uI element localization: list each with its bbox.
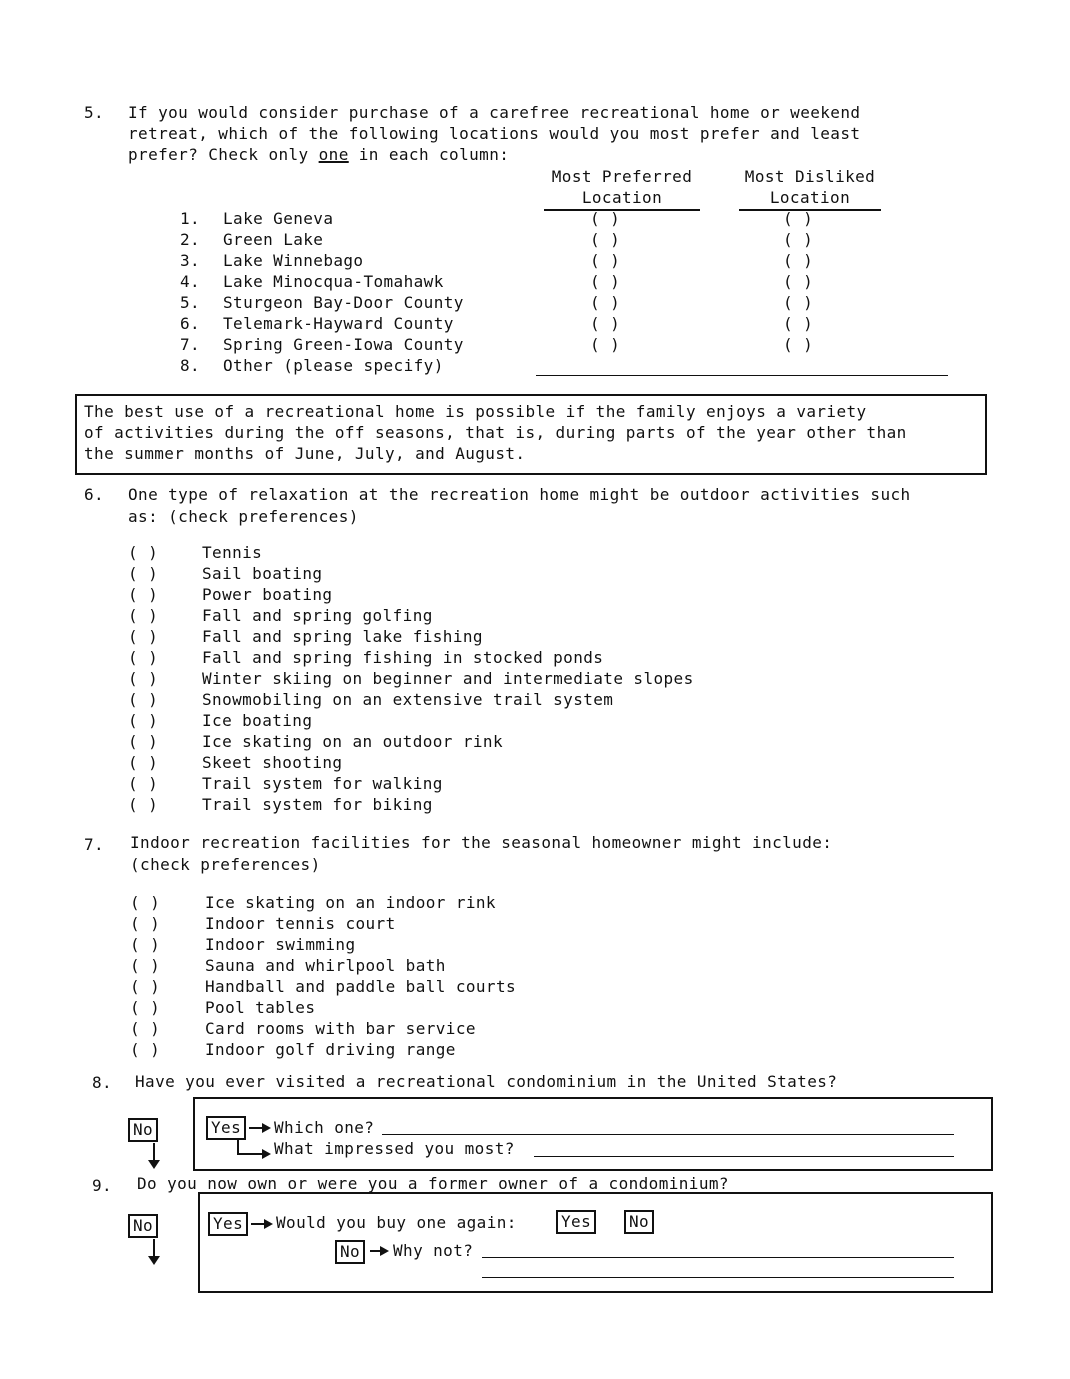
checklist-item (128, 794, 433, 815)
q9-no-arrow-head-icon (148, 1256, 160, 1265)
checklist-item (130, 913, 396, 934)
q9-why-answer-line-1[interactable] (482, 1257, 954, 1258)
item-label: Ice skating on an indoor rink (205, 893, 496, 912)
q5-text-line2: retreat, which of the following locations would you most prefer and least (128, 124, 861, 143)
checkbox[interactable]: ( ) (128, 543, 159, 562)
item-label: Trail system for walking (202, 774, 443, 793)
location-name: Spring Green-Iowa County (223, 335, 464, 354)
q8-number: 8. (92, 1073, 113, 1092)
q8-impressed-label: What impressed you most? (274, 1139, 515, 1158)
most-preferred-choice[interactable]: ( ) (590, 335, 621, 354)
most-preferred-choice[interactable]: ( ) (590, 209, 621, 228)
checkbox[interactable]: ( ) (130, 935, 161, 954)
checkbox[interactable]: ( ) (128, 585, 159, 604)
location-name: Other (please specify) (223, 356, 444, 375)
q7-text-line1: Indoor recreation facilities for the seasonal homeowner might include: (130, 833, 833, 852)
checkbox[interactable]: ( ) (128, 606, 159, 625)
q9-number: 9. (92, 1176, 113, 1195)
location-name: Telemark-Hayward County (223, 314, 454, 333)
location-name: Sturgeon Bay-Door County (223, 293, 464, 312)
q8-which-answer-line[interactable] (382, 1134, 954, 1135)
most-disliked-header-line1: Most Disliked (744, 167, 876, 186)
most-disliked-header (739, 166, 881, 211)
q7-number: 7. (84, 835, 105, 854)
q5-number: 5. (84, 103, 105, 122)
item-label: Tennis (202, 543, 263, 562)
checkbox[interactable]: ( ) (130, 1019, 161, 1038)
q5-line3-pre: prefer? Check only (128, 145, 319, 164)
note-line2: of activities during the off seasons, that is, during parts of the year other than (84, 423, 907, 442)
item-label: Fall and spring lake fishing (202, 627, 483, 646)
q8-impressed-answer-line[interactable] (534, 1156, 954, 1157)
checkbox[interactable]: ( ) (130, 1040, 161, 1059)
q6-text-line2: as: (check preferences) (128, 507, 359, 526)
q9-why-no-box[interactable]: No (335, 1240, 365, 1264)
checkbox[interactable]: ( ) (128, 627, 159, 646)
item-label: Indoor swimming (205, 935, 356, 954)
q8-no-arrow-head-icon (148, 1160, 160, 1169)
off-season-note-box (75, 394, 987, 475)
location-list (180, 208, 960, 378)
location-name: Green Lake (223, 230, 324, 249)
item-label: Pool tables (205, 998, 316, 1017)
checkbox[interactable]: ( ) (130, 914, 161, 933)
item-label: Ice skating on an outdoor rink (202, 732, 503, 751)
checklist-item (128, 689, 614, 710)
checkbox[interactable]: ( ) (130, 998, 161, 1017)
item-label: Card rooms with bar service (205, 1019, 476, 1038)
item-label: Indoor tennis court (205, 914, 396, 933)
checklist-item (128, 563, 323, 584)
q8-elbow-vertical (237, 1140, 239, 1154)
q8-no-arrow-stem (153, 1143, 155, 1161)
checkbox[interactable]: ( ) (128, 690, 159, 709)
q5-text-line1: If you would consider purchase of a carefree recreational home or weekend (128, 103, 861, 122)
q8-elbow-horizontal (237, 1153, 263, 1155)
q9-again-no-box[interactable]: No (624, 1210, 654, 1234)
q9-why-answer-line-2[interactable] (482, 1277, 954, 1278)
q9-again-label: Would you buy one again: (276, 1213, 517, 1232)
checkbox[interactable]: ( ) (128, 795, 159, 814)
most-preferred-choice[interactable]: ( ) (590, 230, 621, 249)
most-preferred-choice[interactable]: ( ) (590, 251, 621, 270)
checklist-item (128, 626, 483, 647)
checklist-item (130, 1039, 456, 1060)
other-location-write-in-line[interactable] (536, 375, 948, 376)
item-label: Indoor golf driving range (205, 1040, 456, 1059)
q8-elbow-arrow-head-icon (262, 1149, 271, 1159)
item-label: Trail system for biking (202, 795, 433, 814)
note-line1: The best use of a recreational home is possible if the family enjoys a variety (84, 402, 867, 421)
location-number: 4. (180, 272, 201, 291)
q9-why-label: Why not? (393, 1241, 474, 1260)
most-disliked-choice[interactable]: ( ) (783, 335, 814, 354)
location-number: 8. (180, 356, 201, 375)
q9-text: Do you now own or were you a former owner of a condominium? (137, 1174, 729, 1193)
checkbox[interactable]: ( ) (128, 669, 159, 688)
q8-yes-box[interactable]: Yes (206, 1116, 246, 1140)
checklist-item (128, 605, 433, 626)
checklist-item (128, 668, 694, 689)
most-disliked-choice[interactable]: ( ) (783, 293, 814, 312)
q9-why-arrow-head-icon (380, 1246, 389, 1256)
q9-no-arrow-stem (153, 1239, 155, 1257)
most-disliked-header-line2: Location (739, 187, 881, 211)
most-preferred-header (544, 166, 700, 211)
location-number: 1. (180, 209, 201, 228)
location-name: Lake Winnebago (223, 251, 364, 270)
q9-yes-arrow-head-icon (264, 1219, 273, 1229)
q8-no-box[interactable]: No (128, 1118, 158, 1142)
location-number: 7. (180, 335, 201, 354)
item-label: Skeet shooting (202, 753, 343, 772)
checklist-item (130, 976, 517, 997)
q6-number: 6. (84, 485, 105, 504)
checkbox[interactable]: ( ) (128, 732, 159, 751)
checklist-item (128, 647, 604, 668)
location-number: 3. (180, 251, 201, 270)
checklist-item (130, 997, 316, 1018)
most-disliked-choice[interactable]: ( ) (783, 251, 814, 270)
checkbox[interactable]: ( ) (128, 648, 159, 667)
most-preferred-header-line2: Location (544, 187, 700, 211)
checklist-item (130, 955, 446, 976)
checklist-item (130, 1018, 476, 1039)
q9-yes-box[interactable]: Yes (208, 1212, 248, 1236)
item-label: Handball and paddle ball courts (205, 977, 517, 996)
location-number: 6. (180, 314, 201, 333)
checklist-item (130, 934, 356, 955)
checklist-item (128, 710, 313, 731)
q8-text: Have you ever visited a recreational condominium in the United States? (135, 1072, 838, 1091)
q9-again-yes-box[interactable]: Yes (556, 1210, 596, 1234)
checklist-item (130, 892, 496, 913)
location-name: Lake Geneva (223, 209, 334, 228)
indoor-facility-list (130, 892, 610, 1062)
most-preferred-choice[interactable]: ( ) (590, 272, 621, 291)
item-label: Fall and spring fishing in stocked ponds (202, 648, 604, 667)
item-label: Ice boating (202, 711, 313, 730)
location-name: Lake Minocqua-Tomahawk (223, 272, 444, 291)
item-label: Fall and spring golfing (202, 606, 433, 625)
q9-yes-arrow-line (251, 1223, 265, 1225)
checkbox[interactable]: ( ) (128, 564, 159, 583)
outdoor-activity-list (128, 542, 768, 818)
checkbox[interactable]: ( ) (128, 753, 159, 772)
most-preferred-choice[interactable]: ( ) (590, 314, 621, 333)
item-label: Snowmobiling on an extensive trail system (202, 690, 614, 709)
item-label: Power boating (202, 585, 333, 604)
checkbox[interactable]: ( ) (130, 977, 161, 996)
checklist-item (128, 584, 333, 605)
item-label: Sail boating (202, 564, 323, 583)
q5-text-line3 (128, 144, 509, 165)
most-disliked-choice[interactable]: ( ) (783, 230, 814, 249)
checklist-item (128, 731, 503, 752)
checkbox[interactable]: ( ) (130, 956, 161, 975)
most-preferred-choice[interactable]: ( ) (590, 293, 621, 312)
q9-no-box[interactable]: No (128, 1214, 158, 1238)
item-label: Winter skiing on beginner and intermediate slopes (202, 669, 694, 688)
most-disliked-choice[interactable]: ( ) (783, 314, 814, 333)
location-number: 2. (180, 230, 201, 249)
most-disliked-choice[interactable]: ( ) (783, 272, 814, 291)
q8-yes-arrow-line (249, 1127, 263, 1129)
q5-line3-emphasis: one (318, 145, 349, 164)
checkbox[interactable]: ( ) (128, 711, 159, 730)
q7-text-line2: (check preferences) (130, 855, 321, 874)
note-line3: the summer months of June, July, and August. (84, 444, 526, 463)
checkbox[interactable]: ( ) (130, 893, 161, 912)
most-disliked-choice[interactable]: ( ) (783, 209, 814, 228)
q8-yes-arrow-head-icon (262, 1123, 271, 1133)
location-number: 5. (180, 293, 201, 312)
checkbox[interactable]: ( ) (128, 774, 159, 793)
q5-line3-post: in each column: (348, 145, 510, 164)
item-label: Sauna and whirlpool bath (205, 956, 446, 975)
checklist-item (128, 542, 263, 563)
most-preferred-header-line1: Most Preferred (551, 167, 693, 186)
checklist-item (128, 752, 343, 773)
q6-text-line1: One type of relaxation at the recreation home might be outdoor activities such (128, 485, 911, 504)
checklist-item (128, 773, 443, 794)
q8-which-label: Which one? (274, 1118, 375, 1137)
